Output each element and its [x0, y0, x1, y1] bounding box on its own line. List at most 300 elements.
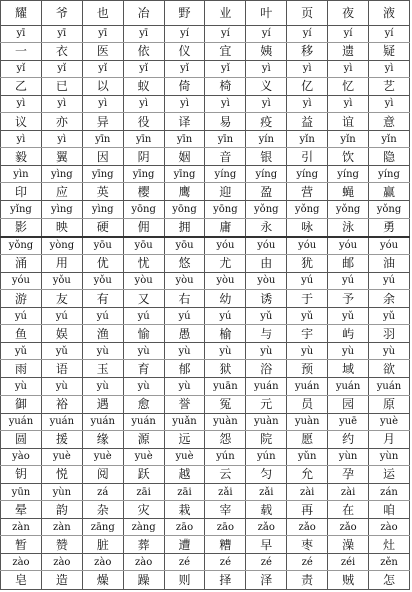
- pinyin-cell: yuē: [328, 413, 369, 430]
- character-cell: 赞: [41, 536, 82, 554]
- header-character: 夜: [328, 1, 369, 26]
- character-cell: 仪: [164, 42, 205, 60]
- pinyin-cell: yǐng: [1, 201, 42, 218]
- character-cell: 毅: [1, 148, 42, 166]
- pinyin-cell: yōu: [82, 237, 123, 255]
- pinyin-cell: zán: [369, 484, 410, 501]
- pinyin-row: [1, 131, 410, 148]
- character-cell: 云: [205, 465, 246, 483]
- pinyin-cell: yì: [369, 95, 410, 112]
- pinyin-cell: zàng: [123, 519, 164, 536]
- pinyin-cell: yíng: [287, 166, 328, 183]
- pinyin-cell: yù: [123, 343, 164, 360]
- character-cell: 邮: [328, 254, 369, 272]
- pinyin-cell: yuán: [82, 413, 123, 430]
- character-cell: 盈: [246, 183, 287, 201]
- character-cell: 佣: [123, 218, 164, 237]
- pinyin-cell: yùn: [41, 484, 82, 501]
- character-cell: 咏: [287, 218, 328, 237]
- character-row: [1, 501, 410, 519]
- pinyin-cell: zào: [369, 519, 410, 536]
- character-cell: 遗: [328, 42, 369, 60]
- pinyin-cell: yù: [1, 378, 42, 395]
- character-cell: 栽: [164, 501, 205, 519]
- character-cell: 跃: [123, 465, 164, 483]
- pinyin-cell: yú: [164, 308, 205, 325]
- character-cell: 宰: [205, 501, 246, 519]
- character-cell: 迎: [205, 183, 246, 201]
- character-cell: 鱼: [1, 325, 42, 343]
- header-character: 冶: [123, 1, 164, 26]
- pinyin-cell: zé: [205, 554, 246, 571]
- pinyin-cell: yuán: [287, 378, 328, 395]
- pinyin-cell: yì: [41, 95, 82, 112]
- character-cell: 庸: [205, 218, 246, 237]
- pinyin-cell: yòu: [246, 272, 287, 289]
- character-cell: 欲: [369, 360, 410, 378]
- header-character: 页: [287, 1, 328, 26]
- character-cell: 已: [41, 77, 82, 95]
- character-cell: 拥: [164, 218, 205, 237]
- character-row: [1, 395, 410, 413]
- header-row: [1, 1, 410, 26]
- pinyin-cell: yí: [246, 25, 287, 42]
- pinyin-cell: yuán: [123, 413, 164, 430]
- pinyin-cell: yìn: [1, 166, 42, 183]
- character-cell: 因: [82, 148, 123, 166]
- pinyin-cell: zǎi: [246, 484, 287, 501]
- pinyin-cell: yìng: [82, 201, 123, 218]
- character-cell: 椅: [205, 77, 246, 95]
- character-cell: 涌: [1, 254, 42, 272]
- character-cell: 院: [246, 430, 287, 448]
- pinyin-cell: yōu: [123, 237, 164, 255]
- character-cell: 在: [328, 501, 369, 519]
- character-cell: 圆: [1, 430, 42, 448]
- character-cell: 亦: [41, 112, 82, 130]
- pinyin-cell: yú: [123, 308, 164, 325]
- pinyin-cell: yǒu: [41, 272, 82, 289]
- character-cell: 怎: [369, 571, 410, 590]
- character-cell: 匀: [246, 465, 287, 483]
- character-cell: 语: [41, 360, 82, 378]
- character-cell: 枣: [287, 536, 328, 554]
- character-cell: 皂: [1, 571, 42, 590]
- character-cell: 葬: [123, 536, 164, 554]
- pinyin-cell: zéi: [328, 554, 369, 571]
- header-character: 液: [369, 1, 410, 26]
- character-cell: 硬: [82, 218, 123, 237]
- pinyin-cell: yuán: [41, 413, 82, 430]
- character-cell: 倚: [164, 77, 205, 95]
- character-cell: 怨: [205, 430, 246, 448]
- pinyin-cell: yǔ: [41, 343, 82, 360]
- character-cell: 渔: [82, 325, 123, 343]
- character-cell: 愉: [123, 325, 164, 343]
- pinyin-cell: yōng: [123, 201, 164, 218]
- pinyin-cell: yōng: [205, 201, 246, 218]
- pinyin-cell: yù: [82, 343, 123, 360]
- character-cell: 则: [164, 571, 205, 590]
- character-cell: 原: [369, 395, 410, 413]
- pinyin-cell: zāng: [82, 519, 123, 536]
- character-cell: 樱: [123, 183, 164, 201]
- character-cell: 阴: [123, 148, 164, 166]
- pinyin-cell: yù: [369, 343, 410, 360]
- pinyin-cell: yíng: [205, 166, 246, 183]
- character-cell: 躁: [123, 571, 164, 590]
- pinyin-cell: yíng: [369, 166, 410, 183]
- pinyin-cell: yí: [205, 25, 246, 42]
- character-cell: 衣: [41, 42, 82, 60]
- character-cell: 予: [328, 289, 369, 307]
- pinyin-cell: yīn: [164, 131, 205, 148]
- character-cell: 饮: [328, 148, 369, 166]
- pinyin-cell: yòu: [123, 272, 164, 289]
- character-row: [1, 465, 410, 483]
- pinyin-cell: yǔn: [287, 448, 328, 465]
- pinyin-cell: yíng: [328, 166, 369, 183]
- character-cell: 脏: [82, 536, 123, 554]
- character-cell: 幼: [205, 289, 246, 307]
- pinyin-cell: yí: [287, 25, 328, 42]
- pinyin-cell: zài: [287, 484, 328, 501]
- header-character: 也: [82, 1, 123, 26]
- pinyin-cell: yīn: [205, 131, 246, 148]
- pinyin-row: [1, 60, 410, 77]
- pinyin-cell: yòng: [41, 237, 82, 255]
- character-cell: 越: [164, 465, 205, 483]
- character-cell: 于: [287, 289, 328, 307]
- character-cell: 屿: [328, 325, 369, 343]
- pinyin-cell: zá: [82, 484, 123, 501]
- character-cell: 永: [246, 218, 287, 237]
- pinyin-cell: yōng: [164, 201, 205, 218]
- pinyin-cell: yīng: [164, 166, 205, 183]
- pinyin-cell: yú: [205, 308, 246, 325]
- pinyin-row: [1, 519, 410, 536]
- pinyin-cell: zàn: [1, 519, 42, 536]
- character-cell: 油: [369, 254, 410, 272]
- character-cell: 早: [246, 536, 287, 554]
- pinyin-cell: yìng: [41, 201, 82, 218]
- pinyin-cell: zào: [123, 554, 164, 571]
- character-cell: 杂: [82, 501, 123, 519]
- character-cell: 钥: [1, 465, 42, 483]
- character-cell: 造: [41, 571, 82, 590]
- character-cell: 影: [1, 218, 42, 237]
- pinyin-cell: yǐ: [123, 60, 164, 77]
- character-cell: 元: [246, 395, 287, 413]
- pinyin-cell: yù: [328, 343, 369, 360]
- pinyin-cell: yīng: [123, 166, 164, 183]
- pinyin-cell: yuè: [123, 448, 164, 465]
- pinyin-cell: yǒu: [82, 272, 123, 289]
- character-row: [1, 42, 410, 60]
- character-cell: 益: [287, 112, 328, 130]
- pinyin-cell: yīng: [82, 166, 123, 183]
- pinyin-cell: yóu: [287, 237, 328, 255]
- pinyin-cell: yīn: [123, 131, 164, 148]
- character-cell: 赢: [369, 183, 410, 201]
- character-cell: 疑: [369, 42, 410, 60]
- character-cell: 灶: [369, 536, 410, 554]
- character-cell: 浴: [246, 360, 287, 378]
- character-cell: 诱: [246, 289, 287, 307]
- pinyin-cell: yuán: [1, 413, 42, 430]
- character-cell: 域: [328, 360, 369, 378]
- pinyin-cell: yù: [164, 378, 205, 395]
- character-cell: 谊: [328, 112, 369, 130]
- pinyin-cell: yóu: [369, 237, 410, 255]
- pinyin-cell: yí: [164, 25, 205, 42]
- character-cell: 亿: [287, 77, 328, 95]
- character-cell: 狱: [205, 360, 246, 378]
- character-cell: 援: [41, 430, 82, 448]
- character-cell: 缘: [82, 430, 123, 448]
- pinyin-cell: yún: [205, 448, 246, 465]
- character-cell: 榆: [205, 325, 246, 343]
- character-cell: 裕: [41, 395, 82, 413]
- pinyin-cell: yǐ: [41, 60, 82, 77]
- pinyin-cell: yìng: [41, 166, 82, 183]
- character-cell: 园: [328, 395, 369, 413]
- character-cell: 悠: [164, 254, 205, 272]
- pinyin-cell: yào: [1, 448, 42, 465]
- character-cell: 韵: [41, 501, 82, 519]
- pinyin-row: [1, 272, 410, 289]
- pinyin-cell: yuán: [246, 378, 287, 395]
- character-cell: 印: [1, 183, 42, 201]
- character-row: [1, 77, 410, 95]
- pinyin-row: [1, 554, 410, 571]
- character-cell: 约: [328, 430, 369, 448]
- character-cell: 易: [205, 112, 246, 130]
- character-cell: 愈: [123, 395, 164, 413]
- pinyin-row: [1, 95, 410, 112]
- pinyin-row: [1, 166, 410, 183]
- pinyin-cell: yín: [246, 131, 287, 148]
- character-cell: 又: [123, 289, 164, 307]
- character-cell: 载: [246, 501, 287, 519]
- character-cell: 犹: [287, 254, 328, 272]
- character-cell: 义: [246, 77, 287, 95]
- character-cell: 一: [1, 42, 42, 60]
- pinyin-cell: zěn: [369, 554, 410, 571]
- character-cell: 优: [82, 254, 123, 272]
- pinyin-cell: yù: [205, 343, 246, 360]
- character-row: [1, 325, 410, 343]
- pinyin-cell: zàn: [41, 519, 82, 536]
- character-cell: 营: [287, 183, 328, 201]
- character-cell: 译: [164, 112, 205, 130]
- pinyin-cell: yuè: [82, 448, 123, 465]
- character-cell: 愚: [164, 325, 205, 343]
- pinyin-cell: yǐn: [369, 131, 410, 148]
- pinyin-cell: yǒng: [328, 201, 369, 218]
- character-cell: 应: [41, 183, 82, 201]
- character-cell: 友: [41, 289, 82, 307]
- pinyin-cell: yù: [164, 343, 205, 360]
- character-cell: 晕: [1, 501, 42, 519]
- pinyin-cell: yú: [287, 272, 328, 289]
- character-cell: 月: [369, 430, 410, 448]
- character-row: [1, 430, 410, 448]
- character-row: [1, 148, 410, 166]
- pinyin-cell: yí: [369, 25, 410, 42]
- pinyin-cell: yī: [41, 25, 82, 42]
- pinyin-cell: yú: [1, 308, 42, 325]
- pinyin-cell: yǒng: [369, 201, 410, 218]
- pinyin-cell: yòu: [164, 272, 205, 289]
- pinyin-cell: yuān: [205, 378, 246, 395]
- pinyin-row: [1, 237, 410, 255]
- character-cell: 忧: [123, 254, 164, 272]
- character-cell: 有: [82, 289, 123, 307]
- pinyin-cell: yōu: [164, 237, 205, 255]
- pinyin-cell: yóu: [205, 237, 246, 255]
- pinyin-cell: yǔ: [369, 308, 410, 325]
- character-row: [1, 218, 410, 237]
- character-cell: 与: [246, 325, 287, 343]
- header-character: 耀: [1, 1, 42, 26]
- character-cell: 糟: [205, 536, 246, 554]
- pinyin-cell: yuán: [369, 378, 410, 395]
- pinyin-row: [1, 343, 410, 360]
- character-cell: 择: [205, 571, 246, 590]
- character-cell: 蝇: [328, 183, 369, 201]
- pinyin-cell: yùn: [369, 448, 410, 465]
- character-row: [1, 360, 410, 378]
- pinyin-cell: yǐn: [287, 131, 328, 148]
- pinyin-cell: yì: [328, 95, 369, 112]
- character-cell: 责: [287, 571, 328, 590]
- pinyin-cell: yì: [1, 95, 42, 112]
- pinyin-cell: yǒng: [1, 237, 42, 255]
- character-cell: 娱: [41, 325, 82, 343]
- pinyin-cell: yù: [246, 343, 287, 360]
- pinyin-cell: yǐ: [164, 60, 205, 77]
- pinyin-cell: yóu: [328, 237, 369, 255]
- character-cell: 意: [369, 112, 410, 130]
- character-cell: 移: [287, 42, 328, 60]
- character-cell: 远: [164, 430, 205, 448]
- character-row: [1, 536, 410, 554]
- character-cell: 孕: [328, 465, 369, 483]
- character-cell: 贼: [328, 571, 369, 590]
- grid-body: [1, 1, 410, 590]
- character-cell: 游: [1, 289, 42, 307]
- header-character: 业: [205, 1, 246, 26]
- pinyin-cell: yuè: [41, 448, 82, 465]
- character-cell: 忆: [328, 77, 369, 95]
- character-cell: 姻: [164, 148, 205, 166]
- pinyin-cell: yì: [205, 95, 246, 112]
- character-cell: 御: [1, 395, 42, 413]
- pinyin-cell: yīn: [82, 131, 123, 148]
- pinyin-row: [1, 378, 410, 395]
- character-cell: 遇: [82, 395, 123, 413]
- pinyin-cell: yù: [82, 378, 123, 395]
- pinyin-row: [1, 201, 410, 218]
- character-cell: 灾: [123, 501, 164, 519]
- character-cell: 右: [164, 289, 205, 307]
- pinyin-cell: yǐ: [205, 60, 246, 77]
- character-cell: 勇: [369, 218, 410, 237]
- pinyin-cell: zāi: [164, 484, 205, 501]
- character-cell: 余: [369, 289, 410, 307]
- character-cell: 遭: [164, 536, 205, 554]
- pinyin-cell: yǐ: [82, 60, 123, 77]
- pinyin-cell: yuàn: [246, 413, 287, 430]
- pinyin-row: [1, 484, 410, 501]
- character-cell: 疫: [246, 112, 287, 130]
- pinyin-cell: yì: [328, 60, 369, 77]
- pinyin-cell: yì: [246, 60, 287, 77]
- character-cell: 燥: [82, 571, 123, 590]
- pinyin-cell: yì: [164, 95, 205, 112]
- pinyin-cell: yǐ: [1, 60, 42, 77]
- pinyin-cell: zé: [164, 554, 205, 571]
- pinyin-cell: zāi: [123, 484, 164, 501]
- pinyin-cell: yuè: [164, 448, 205, 465]
- pinyin-cell: yuè: [369, 413, 410, 430]
- header-character: 爷: [41, 1, 82, 26]
- character-cell: 宜: [205, 42, 246, 60]
- character-cell: 允: [287, 465, 328, 483]
- character-cell: 愿: [287, 430, 328, 448]
- character-cell: 员: [287, 395, 328, 413]
- character-cell: 翼: [41, 148, 82, 166]
- pinyin-cell: yuàn: [287, 413, 328, 430]
- character-cell: 隐: [369, 148, 410, 166]
- pinyin-cell: zé: [287, 554, 328, 571]
- pinyin-cell: yǔ: [287, 308, 328, 325]
- pinyin-cell: zé: [246, 554, 287, 571]
- pinyin-cell: yì: [246, 95, 287, 112]
- character-cell: 依: [123, 42, 164, 60]
- pinyin-cell: zǎi: [205, 484, 246, 501]
- character-cell: 泽: [246, 571, 287, 590]
- character-cell: 郁: [164, 360, 205, 378]
- pinyin-cell: zāo: [164, 519, 205, 536]
- pinyin-cell: yì: [82, 95, 123, 112]
- character-cell: 音: [205, 148, 246, 166]
- pinyin-cell: yú: [328, 272, 369, 289]
- character-cell: 运: [369, 465, 410, 483]
- pinyin-cell: yī: [123, 25, 164, 42]
- pinyin-cell: yǒng: [246, 201, 287, 218]
- character-cell: 映: [41, 218, 82, 237]
- pinyin-cell: yǔ: [1, 343, 42, 360]
- character-cell: 阅: [82, 465, 123, 483]
- pinyin-cell: zǎo: [287, 519, 328, 536]
- pinyin-row: [1, 413, 410, 430]
- pinyin-cell: yǔ: [328, 308, 369, 325]
- pinyin-cell: yūn: [1, 484, 42, 501]
- pinyin-cell: yǒng: [287, 201, 328, 218]
- character-cell: 鹰: [164, 183, 205, 201]
- character-cell: 预: [287, 360, 328, 378]
- character-cell: 澡: [328, 536, 369, 554]
- pinyin-row: [1, 308, 410, 325]
- character-cell: 艺: [369, 77, 410, 95]
- character-cell: 用: [41, 254, 82, 272]
- character-cell: 尤: [205, 254, 246, 272]
- pinyin-cell: yuán: [328, 378, 369, 395]
- character-cell: 乙: [1, 77, 42, 95]
- character-cell: 咱: [369, 501, 410, 519]
